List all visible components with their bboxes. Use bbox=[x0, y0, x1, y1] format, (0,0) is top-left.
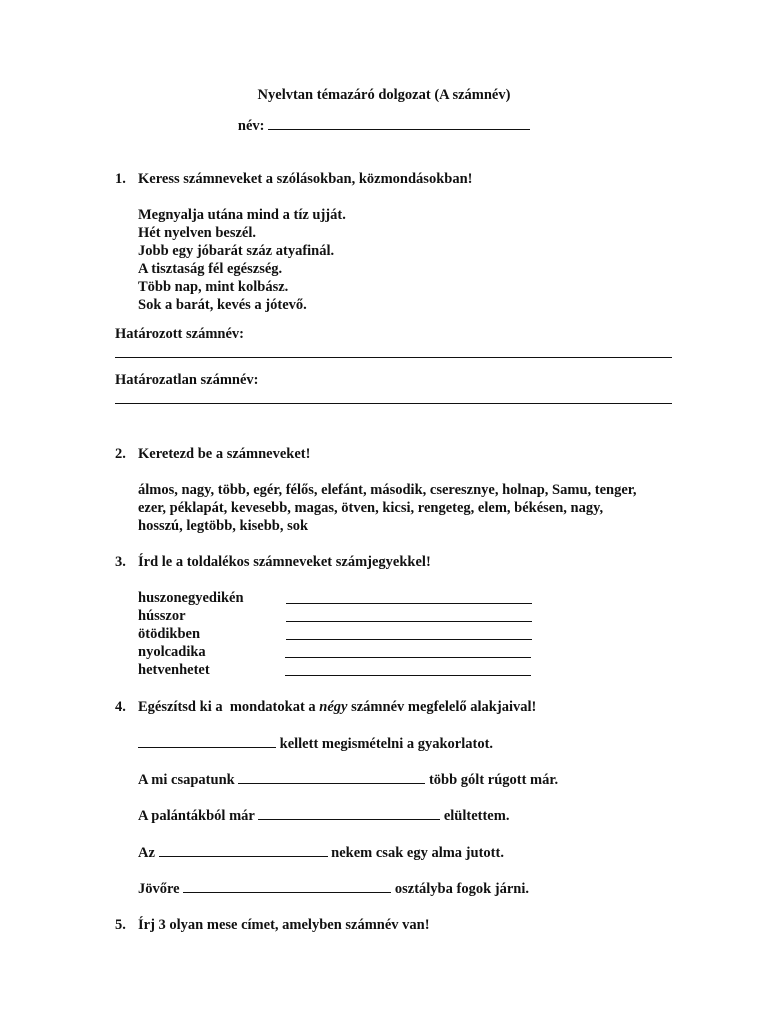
word-list-line-1: álmos, nagy, több, egér, félős, elefánt, második, cseresznye, holnap, Samu, tenger, bbox=[138, 482, 637, 498]
q4-prompt-emphasis: négy bbox=[319, 699, 348, 715]
fill-sentence-end: nekem csak egy alma jutott. bbox=[327, 845, 504, 861]
numeral-word: huszonegyedikén bbox=[138, 590, 244, 606]
saying-2: Hét nyelven beszél. bbox=[138, 225, 256, 241]
numeral-answer-line[interactable] bbox=[285, 657, 531, 658]
fill-sentence-start: A mi csapatunk bbox=[138, 772, 239, 788]
saying-5: Több nap, mint kolbász. bbox=[138, 279, 289, 295]
q3-number: 3. bbox=[115, 554, 126, 570]
fill-sentence bbox=[138, 806, 509, 825]
definite-answer-line[interactable] bbox=[115, 357, 672, 358]
q5-prompt: Írj 3 olyan mese címet, amelyben számnév van! bbox=[138, 917, 430, 933]
fill-blank[interactable] bbox=[238, 770, 425, 784]
name-blank[interactable] bbox=[268, 116, 530, 130]
q2-number: 2. bbox=[115, 446, 126, 462]
fill-sentence-end: elültettem. bbox=[440, 808, 510, 824]
q4-prompt bbox=[138, 698, 536, 716]
numeral-word: hússzor bbox=[138, 608, 186, 624]
saying-1: Megnyalja utána mind a tíz ujját. bbox=[138, 207, 346, 223]
q1-prompt: Keress számneveket a szólásokban, közmondásokban! bbox=[138, 171, 473, 187]
numeral-answer-line[interactable] bbox=[285, 675, 531, 676]
name-label: név: bbox=[237, 118, 265, 134]
saying-6: Sok a barát, kevés a jótevő. bbox=[138, 297, 307, 313]
q4-prompt-end: számnév megfelelő alakjaival! bbox=[347, 699, 537, 715]
numeral-answer-line[interactable] bbox=[286, 603, 532, 604]
q3-prompt: Írd le a toldalékos számneveket számjegyekkel! bbox=[138, 554, 431, 570]
fill-sentence-end: kellett megismételni a gyakorlatot. bbox=[276, 736, 494, 752]
fill-sentence-start: A palántákból már bbox=[138, 808, 259, 824]
numeral-answer-line[interactable] bbox=[286, 639, 532, 640]
fill-sentence-start: Jövőre bbox=[138, 881, 184, 897]
q1-number: 1. bbox=[115, 171, 126, 187]
indefinite-answer-line[interactable] bbox=[115, 403, 672, 404]
word-list-line-3: hosszú, legtöbb, kisebb, sok bbox=[138, 518, 309, 534]
fill-blank[interactable] bbox=[183, 879, 391, 893]
saying-4: A tisztaság fél egészség. bbox=[138, 261, 283, 277]
q4-prompt-start: Egészítsd ki a mondatokat a bbox=[138, 699, 320, 715]
name-field-row bbox=[0, 116, 768, 135]
fill-sentence-start: Az bbox=[138, 845, 159, 861]
definite-numeral-label: Határozott számnév: bbox=[115, 326, 244, 342]
page-title: Nyelvtan témazáró dolgozat (A számnév) bbox=[257, 87, 511, 103]
fill-sentence bbox=[138, 879, 529, 898]
fill-sentence-end: több gólt rúgott már. bbox=[425, 772, 559, 788]
fill-blank[interactable] bbox=[258, 806, 440, 820]
q2-prompt: Keretezd be a számneveket! bbox=[138, 446, 311, 462]
q5-number: 5. bbox=[115, 917, 126, 933]
numeral-word: ötödikben bbox=[138, 626, 201, 642]
fill-sentence bbox=[138, 770, 558, 789]
numeral-word: nyolcadika bbox=[138, 644, 206, 660]
fill-sentence bbox=[138, 843, 504, 862]
numeral-answer-line[interactable] bbox=[286, 621, 532, 622]
q4-number: 4. bbox=[115, 699, 126, 715]
fill-sentence bbox=[138, 734, 493, 753]
fill-sentence-end: osztályba fogok járni. bbox=[391, 881, 529, 897]
fill-blank[interactable] bbox=[138, 734, 276, 748]
word-list-line-2: ezer, péklapát, kevesebb, magas, ötven, kicsi, rengeteg, elem, békésen, nagy, bbox=[138, 500, 604, 516]
fill-blank[interactable] bbox=[159, 843, 328, 857]
numeral-word: hetvenhetet bbox=[138, 662, 210, 678]
indefinite-numeral-label: Határozatlan számnév: bbox=[115, 372, 259, 388]
saying-3: Jobb egy jóbarát száz atyafinál. bbox=[138, 243, 335, 259]
